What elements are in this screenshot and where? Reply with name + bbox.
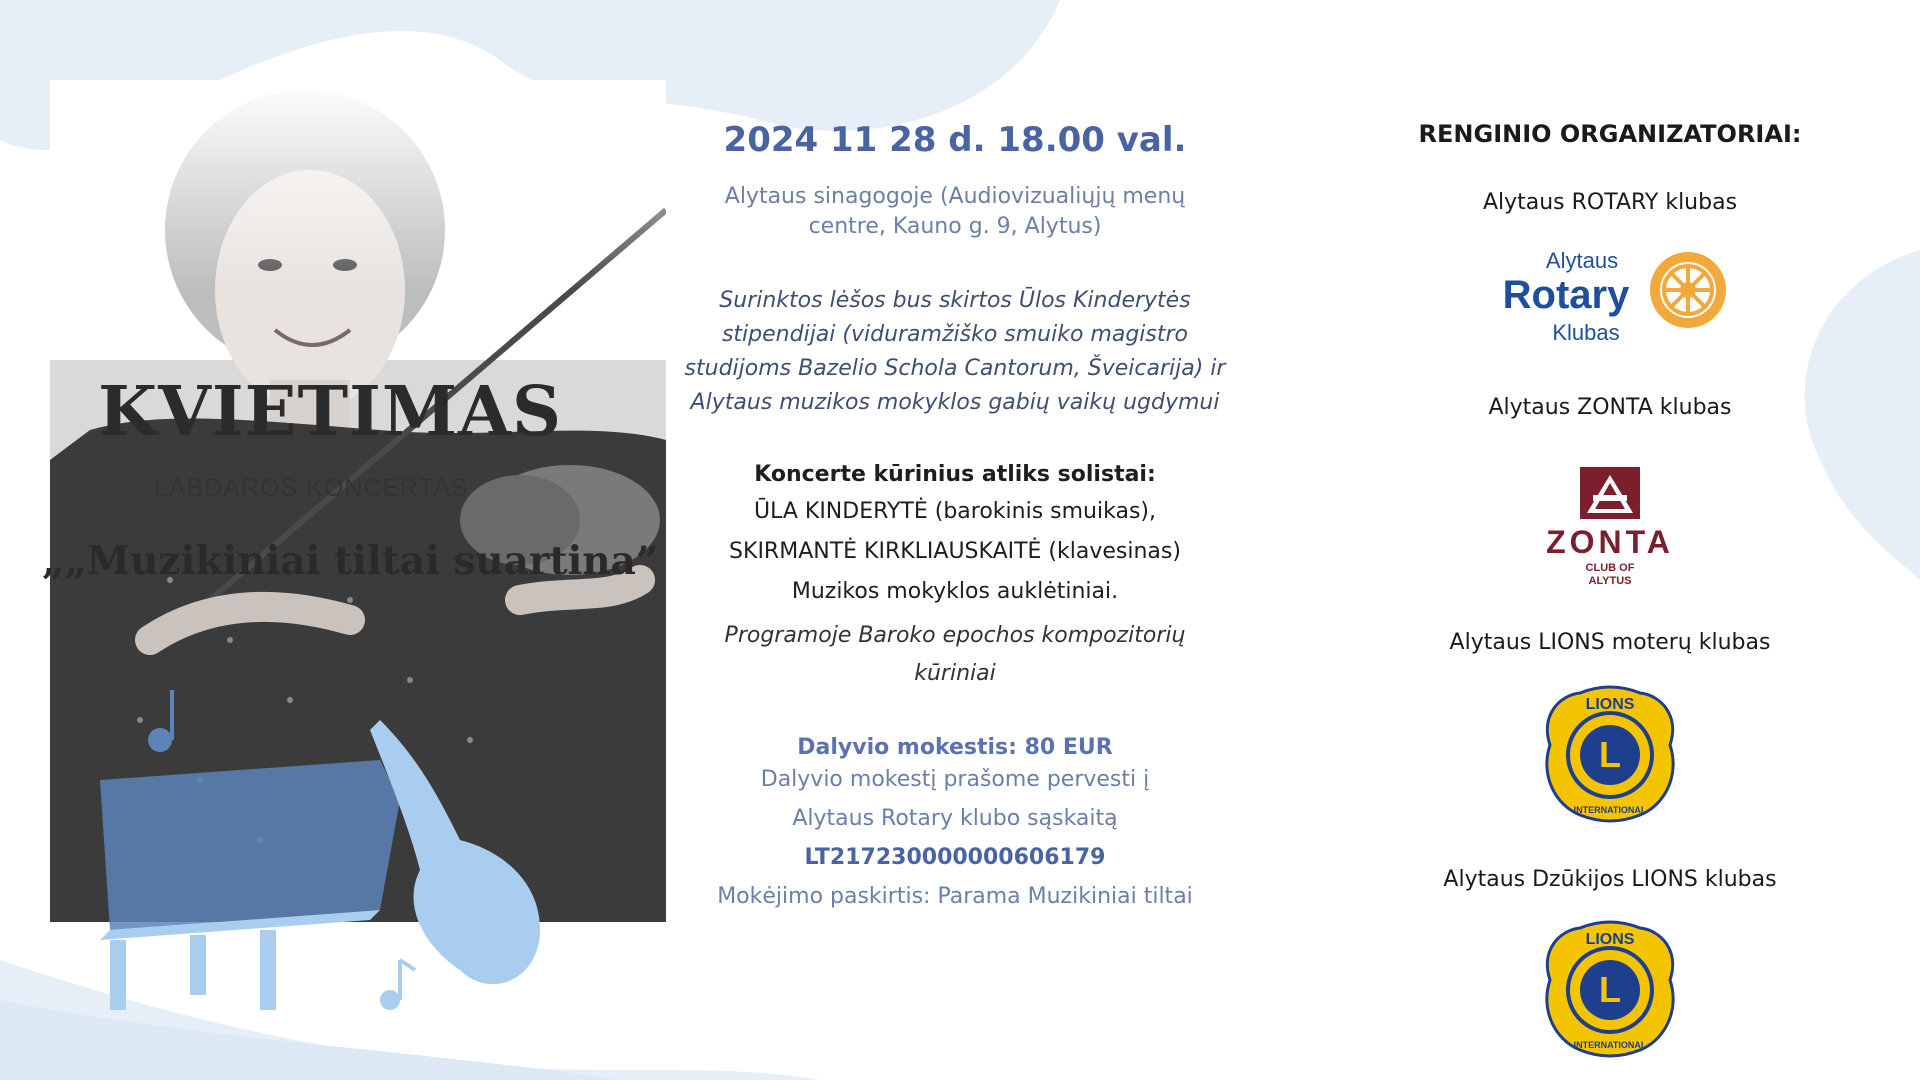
fee-heading: Dalyvio mokestis: 80 EUR	[797, 735, 1113, 760]
club-name-lions-dzukija: Alytaus Dzūkijos LIONS klubas	[1443, 867, 1777, 892]
lions-emblem-icon	[1547, 687, 1673, 821]
venue-line: Alytaus sinagogoje (Audiovizualiųjų menų	[724, 184, 1186, 209]
program-line: Programoje Baroko epochos kompozitorių	[724, 623, 1186, 648]
rotary-wheel-icon	[1650, 252, 1726, 328]
bank-account-number: LT217230000000606179	[804, 845, 1106, 870]
funds-line: studijoms Bazelio Schola Cantorum, Šveicarija) ir	[684, 356, 1226, 381]
piano-guitar-decoration	[40, 680, 600, 1040]
organizers-heading: RENGINIO ORGANIZATORIAI:	[1418, 120, 1802, 148]
zonta-logo	[1360, 465, 1860, 590]
soloists-heading: Koncerte kūrinius atliks solistai:	[754, 462, 1156, 487]
lions-logo	[1360, 920, 1860, 1060]
club-name-rotary: Alytaus ROTARY klubas	[1482, 190, 1738, 215]
lions-logo-top: LIONS	[1585, 931, 1635, 948]
soloist-item: Muzikos mokyklos auklėtiniai.	[791, 579, 1119, 604]
lions-logo-bottom: INTERNATIONAL	[1573, 1040, 1647, 1050]
soloist-item: ŪLA KINDERYTĖ (barokinis smuikas),	[753, 499, 1156, 524]
program-description	[660, 617, 1250, 693]
lions-logo-letter: L	[1599, 734, 1621, 775]
zonta-logo-main: ZONTA	[1546, 524, 1674, 560]
invitation-title: KVIETIMAS	[98, 372, 563, 452]
rotary-logo	[1360, 240, 1860, 350]
rotary-logo-top: Alytaus	[1545, 248, 1619, 273]
funds-line: Surinktos lėšos bus skirtos Ūlos Kinderytės	[719, 288, 1191, 313]
soloists-list	[660, 497, 1250, 607]
venue-line: centre, Kauno g. 9, Alytus)	[808, 214, 1102, 239]
zonta-logo-sub2: ALYTUS	[1588, 575, 1632, 587]
rotary-logo-bottom: Klubas	[1552, 320, 1620, 345]
event-venue	[660, 182, 1250, 242]
lions-logo	[1360, 685, 1860, 825]
lions-logo-bottom: INTERNATIONAL	[1573, 805, 1647, 815]
zonta-emblem-icon	[1580, 467, 1640, 519]
invitation-subtitle: LABDAROS KONCERTAS	[154, 474, 469, 502]
event-details	[660, 120, 1250, 916]
funds-description	[660, 284, 1250, 420]
club-name-zonta: Alytaus ZONTA klubas	[1488, 395, 1732, 420]
program-line: kūriniai	[914, 661, 996, 686]
rotary-logo-main: Rotary	[1502, 273, 1630, 317]
fee-line: Alytaus Rotary klubo sąskaitą	[792, 806, 1118, 831]
soloist-item: SKIRMANTĖ KIRKLIAUSKAITĖ (klavesinas)	[729, 539, 1181, 564]
lions-emblem-icon	[1547, 922, 1673, 1056]
payment-purpose: Mokėjimo paskirtis: Parama Muzikiniai tiltai	[717, 884, 1193, 909]
zonta-logo-sub1: CLUB OF	[1585, 562, 1635, 574]
organizers-column	[1360, 120, 1860, 1050]
lions-logo-top: LIONS	[1585, 696, 1635, 713]
fee-line: Dalyvio mokestį prašome pervesti į	[760, 767, 1150, 792]
event-date: 2024 11 28 d. 18.00 val.	[723, 120, 1187, 160]
concert-name: „„Muzikiniai tiltai suartina”	[42, 538, 659, 584]
funds-line: Alytaus muzikos mokyklos gabių vaikų ugdymui	[690, 390, 1220, 415]
club-name-lions-women: Alytaus LIONS moterų klubas	[1449, 630, 1771, 655]
lions-logo-letter: L	[1599, 969, 1621, 1010]
funds-line: stipendijai (viduramžiško smuiko magistro	[721, 322, 1189, 347]
